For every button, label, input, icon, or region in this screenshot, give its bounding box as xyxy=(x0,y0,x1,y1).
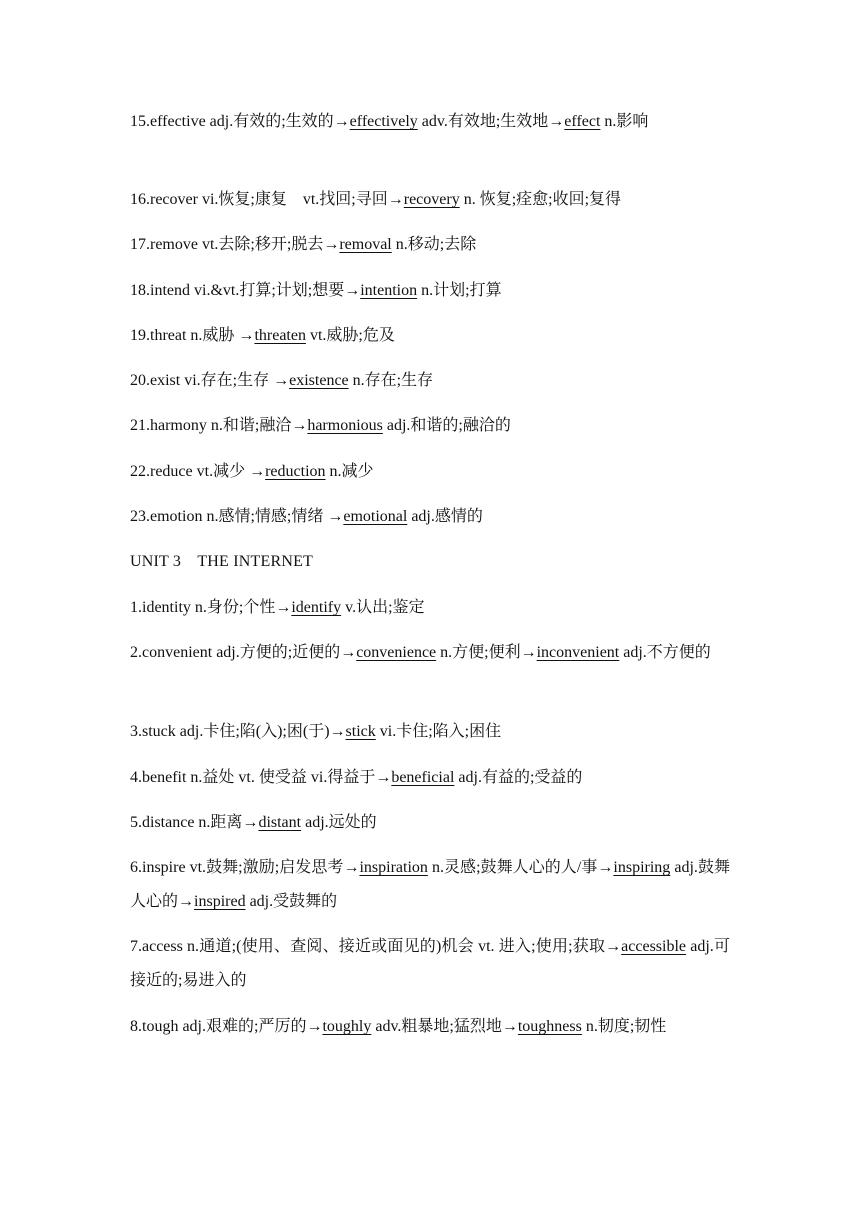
answer-word: recovery xyxy=(403,191,460,208)
entry-21 xyxy=(130,409,730,443)
entry-text: n. 恢复;痊愈;收回;复得 xyxy=(459,191,622,208)
entry-18 xyxy=(130,274,730,308)
answer-word: threaten xyxy=(254,327,306,344)
answer-word: inconvenient xyxy=(536,644,620,661)
answer-word: emotional xyxy=(343,508,408,525)
answer-word: inspiration xyxy=(359,859,428,876)
entry-text: n.移动;去除 xyxy=(391,236,477,253)
answer-word: removal xyxy=(339,236,392,253)
entry-text: vt.威胁;危及 xyxy=(305,327,395,344)
answer-word: convenience xyxy=(356,644,437,661)
entry-text: 1.identity n.身份;个性→ xyxy=(130,599,292,616)
entry-text: n.方便;便利→ xyxy=(436,644,537,661)
answer-word: inspired xyxy=(194,893,246,910)
entry-15 xyxy=(130,105,730,139)
entry-unit3-8 xyxy=(130,1010,730,1044)
answer-word: distant xyxy=(258,814,302,831)
entry-unit3-6 xyxy=(130,851,730,919)
answer-word: effect xyxy=(564,113,601,130)
answer-word: toughly xyxy=(322,1018,372,1035)
entry-unit3-3 xyxy=(130,715,730,749)
entry-text: n.韧度;韧性 xyxy=(581,1018,667,1035)
answer-word: intention xyxy=(360,282,418,299)
entry-text: adj.不方便的 xyxy=(619,644,711,661)
entry-text: 5.distance n.距离→ xyxy=(130,814,259,831)
entry-text: 8.tough adj.艰难的;严厉的→ xyxy=(130,1018,323,1035)
entry-text: 3.stuck adj.卡住;陷(入);困(于)→ xyxy=(130,723,346,740)
entry-text: 23.emotion n.感情;情感;情绪 → xyxy=(130,508,344,525)
answer-word: toughness xyxy=(517,1018,582,1035)
answer-word: reduction xyxy=(265,463,326,480)
entry-text: 7.access n.通道;(使用、查阅、接近或面见的)机会 vt. 进入;使用;获取→ xyxy=(130,938,622,955)
entry-text: n.存在;生存 xyxy=(348,372,434,389)
entry-text: vi.卡住;陷入;困住 xyxy=(375,723,502,740)
entry-text: 22.reduce vt.减少 → xyxy=(130,463,266,480)
answer-word: effectively xyxy=(349,113,418,130)
entry-text: adv.粗暴地;猛烈地→ xyxy=(371,1018,518,1035)
answer-word: existence xyxy=(289,372,349,389)
entry-17 xyxy=(130,228,730,262)
entry-text: v.认出;鉴定 xyxy=(341,599,425,616)
answer-word: inspiring xyxy=(613,859,671,876)
entry-text: 17.remove vt.去除;移开;脱去→ xyxy=(130,236,340,253)
entry-text: n.影响 xyxy=(600,113,649,130)
entry-text: 19.threat n.威胁 → xyxy=(130,327,255,344)
entry-text: 15.effective adj.有效的;生效的→ xyxy=(130,113,350,130)
entry-20 xyxy=(130,364,730,398)
entry-unit3-7 xyxy=(130,930,730,998)
entry-text: UNIT 3 THE INTERNET xyxy=(130,553,314,570)
entry-19 xyxy=(130,319,730,353)
entry-text: adj.和谐的;融洽的 xyxy=(382,417,511,434)
entry-22 xyxy=(130,455,730,489)
unit-heading xyxy=(130,545,730,579)
entry-unit3-1 xyxy=(130,591,730,625)
answer-word: beneficial xyxy=(391,769,455,786)
entry-unit3-4 xyxy=(130,761,730,795)
entry-text: 4.benefit n.益处 vt. 使受益 vi.得益于→ xyxy=(130,769,392,786)
entry-text: adj.可接近的;易进入的 xyxy=(130,938,730,989)
entry-text: n.灵感;鼓舞人心的人/事→ xyxy=(427,859,614,876)
answer-word: harmonious xyxy=(307,417,383,434)
entry-23 xyxy=(130,500,730,534)
entry-text: adj.感情的 xyxy=(407,508,483,525)
entry-text: n.计划;打算 xyxy=(417,282,502,299)
entry-text: adj.有益的;受益的 xyxy=(454,769,583,786)
entry-unit3-2 xyxy=(130,636,730,670)
entry-text: 20.exist vi.存在;生存 → xyxy=(130,372,290,389)
entry-text: adj.鼓舞人心的→ xyxy=(130,859,730,910)
entry-text: 6.inspire vt.鼓舞;激励;启发思考→ xyxy=(130,859,360,876)
entry-unit3-5 xyxy=(130,806,730,840)
entry-text: adj.受鼓舞的 xyxy=(245,893,338,910)
answer-word: accessible xyxy=(621,938,687,955)
entry-text: 16.recover vi.恢复;康复 vt.找回;寻回→ xyxy=(130,191,404,208)
entry-text: adv.有效地;生效地→ xyxy=(417,113,565,130)
entry-text: 2.convenient adj.方便的;近便的→ xyxy=(130,644,357,661)
answer-word: stick xyxy=(345,723,376,740)
answer-word: identify xyxy=(291,599,342,616)
entry-text: n.减少 xyxy=(325,463,374,480)
entry-16 xyxy=(130,183,730,217)
entry-text: adj.远处的 xyxy=(301,814,377,831)
entry-text: 18.intend vi.&vt.打算;计划;想要→ xyxy=(130,282,361,299)
entry-text: 21.harmony n.和谐;融洽→ xyxy=(130,417,308,434)
